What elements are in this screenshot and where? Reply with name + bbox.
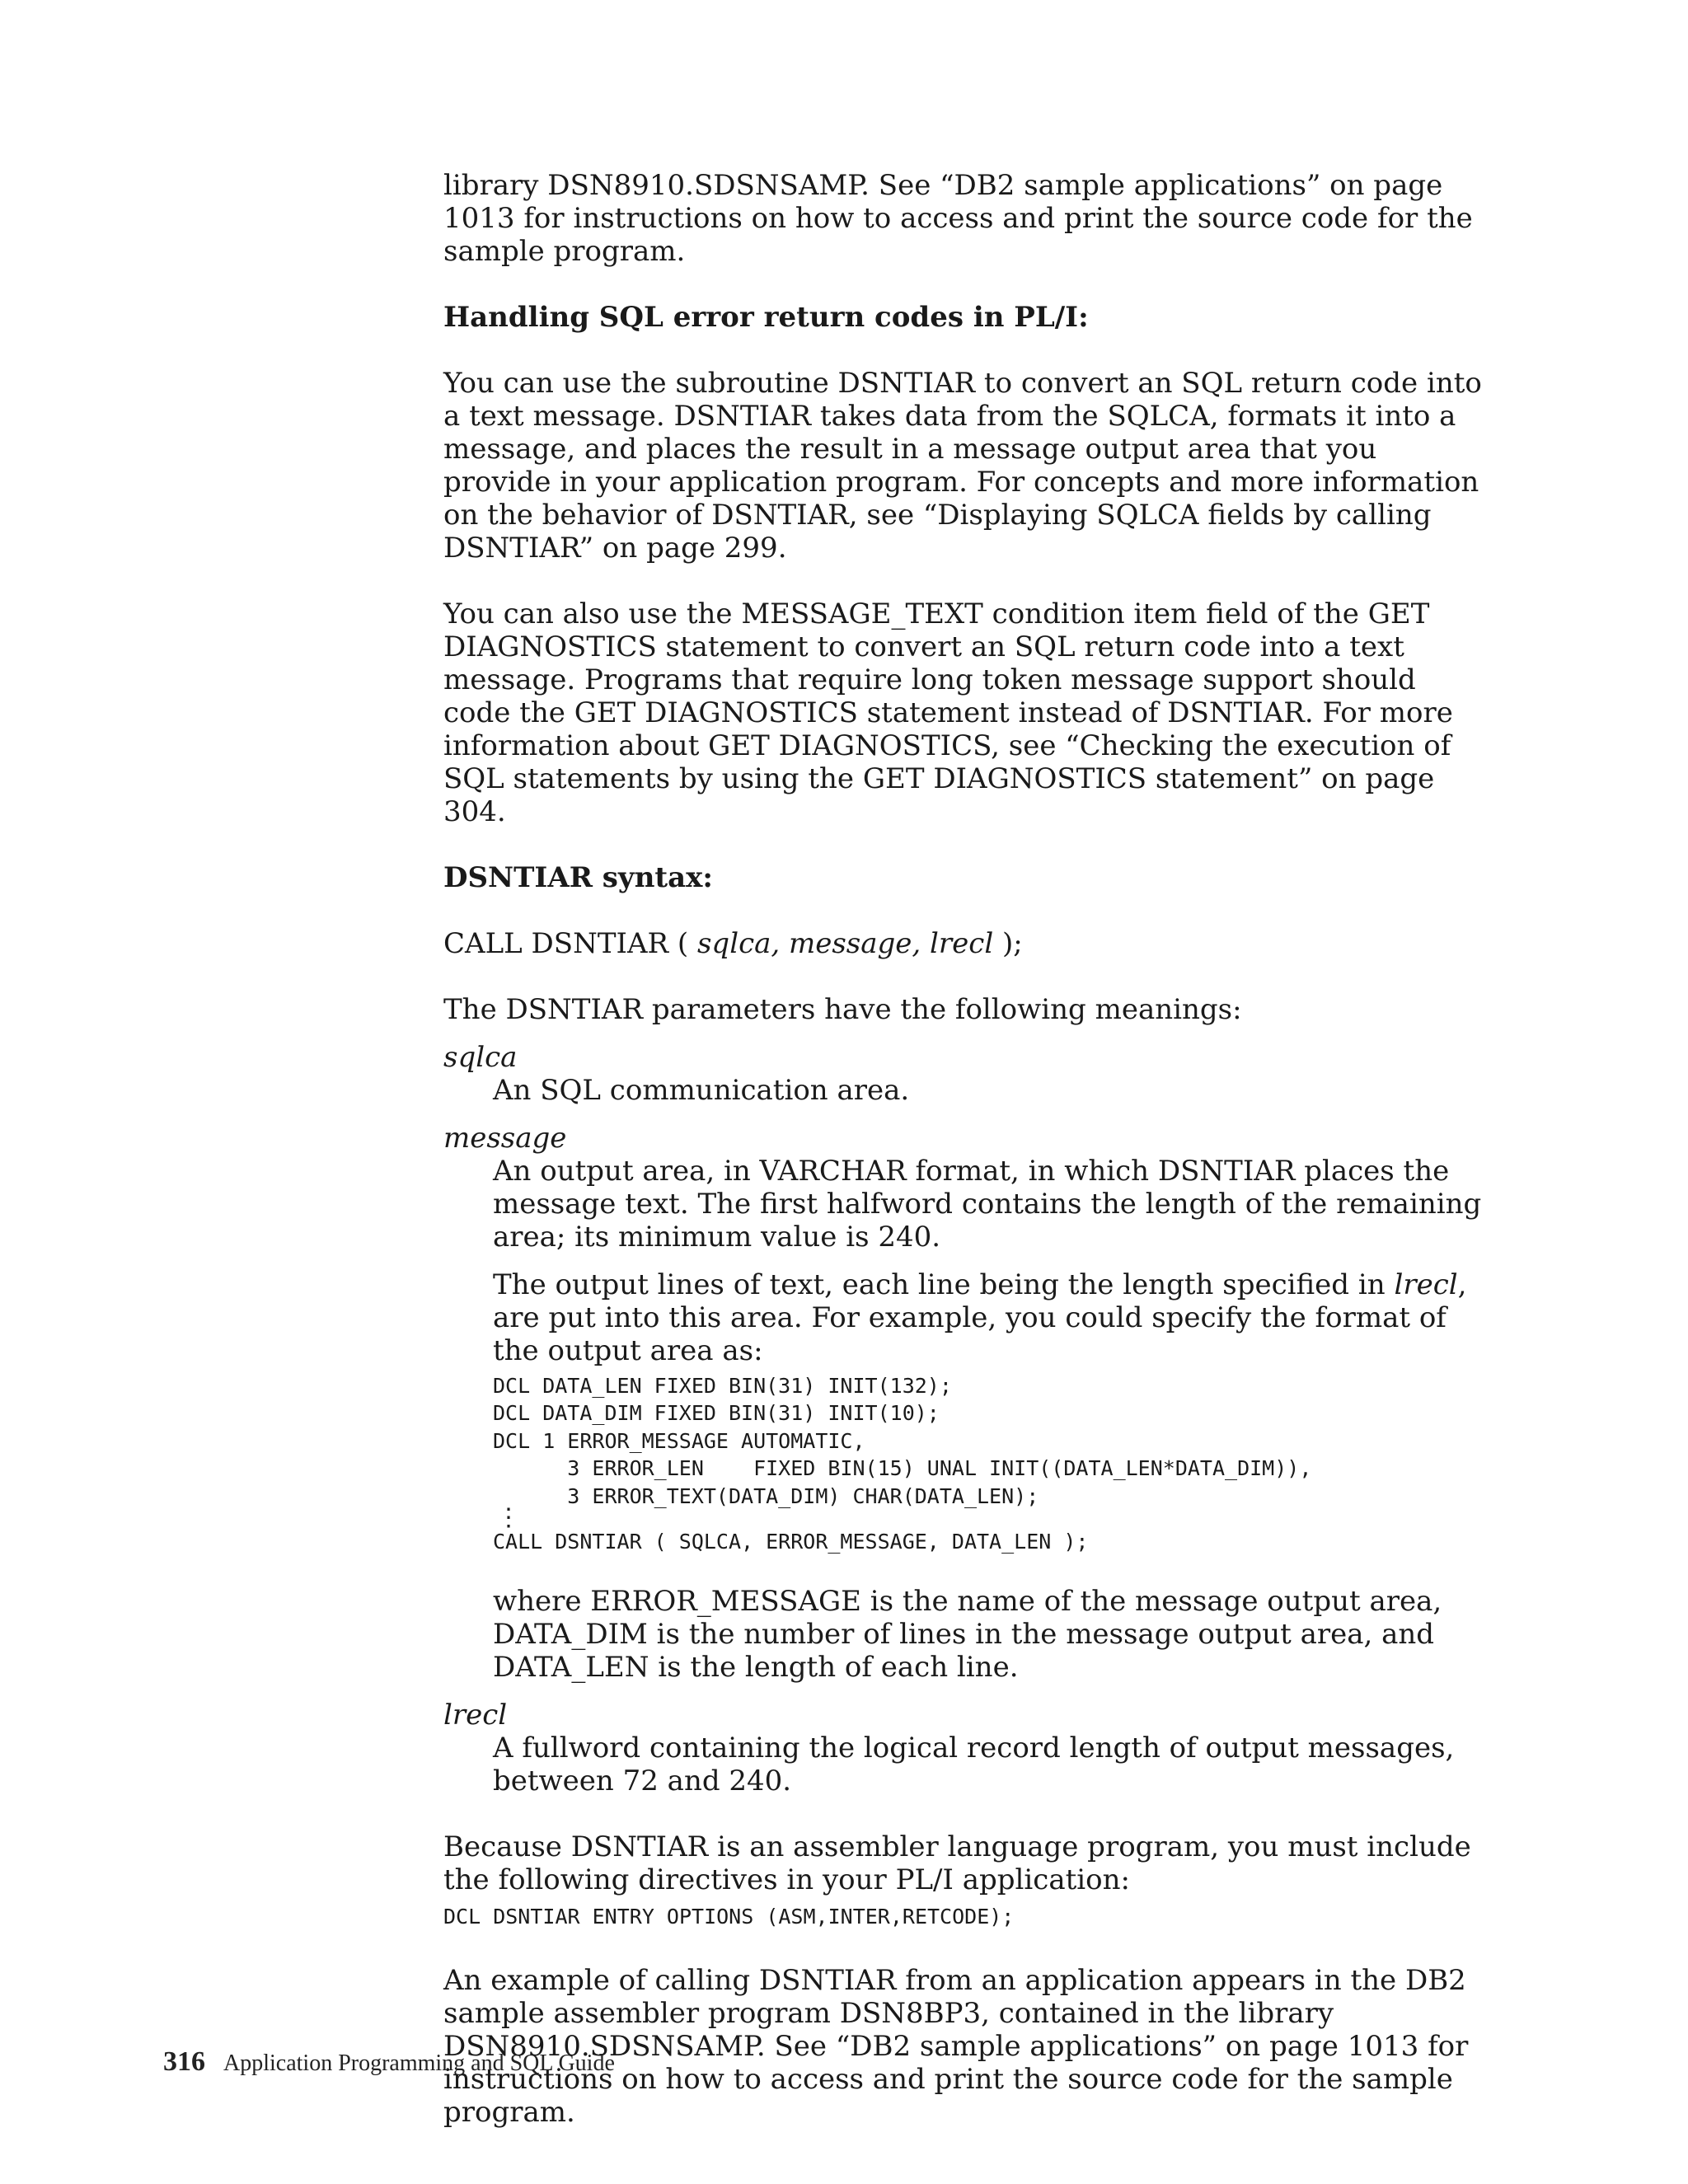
param-def-sqlca (493, 1074, 1490, 1107)
param-desc-message-3: where ERROR_MESSAGE is the name of the message output area, DATA_DIM is the number of lines in the message output area, and DATA_LEN is the length of each line. (493, 1585, 1442, 1685)
param-def-message (493, 1155, 1490, 1684)
param-desc-message: An output area, in VARCHAR format, in which DSNTIAR places the message text. The first halfword contains the length of the remaining area; its minimum value is 240. (493, 1155, 1482, 1254)
assembler-code-line: DCL DSNTIAR ENTRY OPTIONS (ASM,INTER,RETCODE); (443, 1905, 1015, 1929)
syntax-call-suffix: ); (993, 927, 1023, 960)
assembler-paragraph: Because DSNTIAR is an assembler language program, you must include the following directives in your PL/I application: (443, 1830, 1471, 1897)
dsntiar-description-paragraph: You can use the subroutine DSNTIAR to convert an SQL return code into a text message. DSNTIAR takes data from the SQLCA, formats it into a message, and places the result in a message output area that you provide in your application program. For concepts and more information on the behavior of DSNTIAR, see “Displaying SQLCA fields by calling DSNTIAR” on page 299. (443, 367, 1482, 565)
code-line: DCL 1 ERROR_MESSAGE AUTOMATIC, (493, 1428, 865, 1453)
code-line: 3 ERROR_LEN FIXED BIN(15) UNAL INIT((DATA_LEN*DATA_DIM)), (493, 1456, 1312, 1481)
main-text-column (443, 169, 1490, 2129)
code-line: DCL DATA_LEN FIXED BIN(31) INIT(132); (493, 1374, 952, 1398)
param-term-lrecl: lrecl (443, 1699, 508, 1732)
syntax-call-params: sqlca, message, lrecl (696, 927, 994, 960)
code-call-line: CALL DSNTIAR ( SQLCA, ERROR_MESSAGE, DATA_LEN ); (493, 1530, 1089, 1554)
param-desc-message-2: The output lines of text, each line being the length specified in lrecl, are put into this area. For example, you could specify the format of the output area as: (493, 1268, 1467, 1367)
syntax-call-prefix: CALL DSNTIAR ( (443, 927, 697, 960)
param-desc-sqlca: An SQL communication area. (493, 1074, 910, 1107)
params-intro: The DSNTIAR parameters have the following meanings: (443, 993, 1242, 1026)
intro-paragraph: library DSN8910.SDSNSAMP. See “DB2 sample applications” on page 1013 for instructions on how to access and print the source code for the sample program. (443, 169, 1473, 268)
param-def-lrecl (493, 1732, 1490, 1797)
code-line: 3 ERROR_TEXT(DATA_DIM) CHAR(DATA_LEN); (493, 1483, 1039, 1508)
page-number: 316 (163, 2046, 205, 2077)
code-line: DCL DATA_DIM FIXED BIN(31) INIT(10); (493, 1401, 940, 1426)
page-footer (163, 2046, 615, 2078)
param-list (443, 1041, 1490, 1797)
vertical-ellipsis: ⋮ (496, 1503, 521, 1533)
book-title: Application Programming and SQL Guide (223, 2050, 615, 2076)
code-block-message (493, 1372, 1490, 1555)
syntax-heading: DSNTIAR syntax: (443, 861, 713, 894)
param-term-sqlca: sqlca (443, 1041, 518, 1074)
param-desc-lrecl: A fullword containing the logical record length of output messages, between 72 and 240. (493, 1732, 1455, 1798)
get-diagnostics-paragraph: You can also use the MESSAGE_TEXT condition item field of the GET DIAGNOSTICS statement to convert an SQL return code into a text message. Programs that require long token message support should code the GET DIAGNOSTICS statement instead of DSNTIAR. For more information about GET DIAGNOSTICS, see “Checking the execution of SQL statements by using the GET DIAGNOSTICS statement” on page 304. (443, 598, 1453, 828)
syntax-call-line (443, 927, 1490, 960)
param-term-message: message (443, 1122, 567, 1155)
sample-program-paragraph: An example of calling DSNTIAR from an application appears in the DB2 sample assembler program DSN8BP3, contained in the library DSN8910.SDSNSAMP. See “DB2 sample applications” on page 1013 for instructions on how to access and print the source code for the sample program. (443, 1963, 1469, 2129)
section-heading: Handling SQL error return codes in PL/I: (443, 301, 1089, 334)
